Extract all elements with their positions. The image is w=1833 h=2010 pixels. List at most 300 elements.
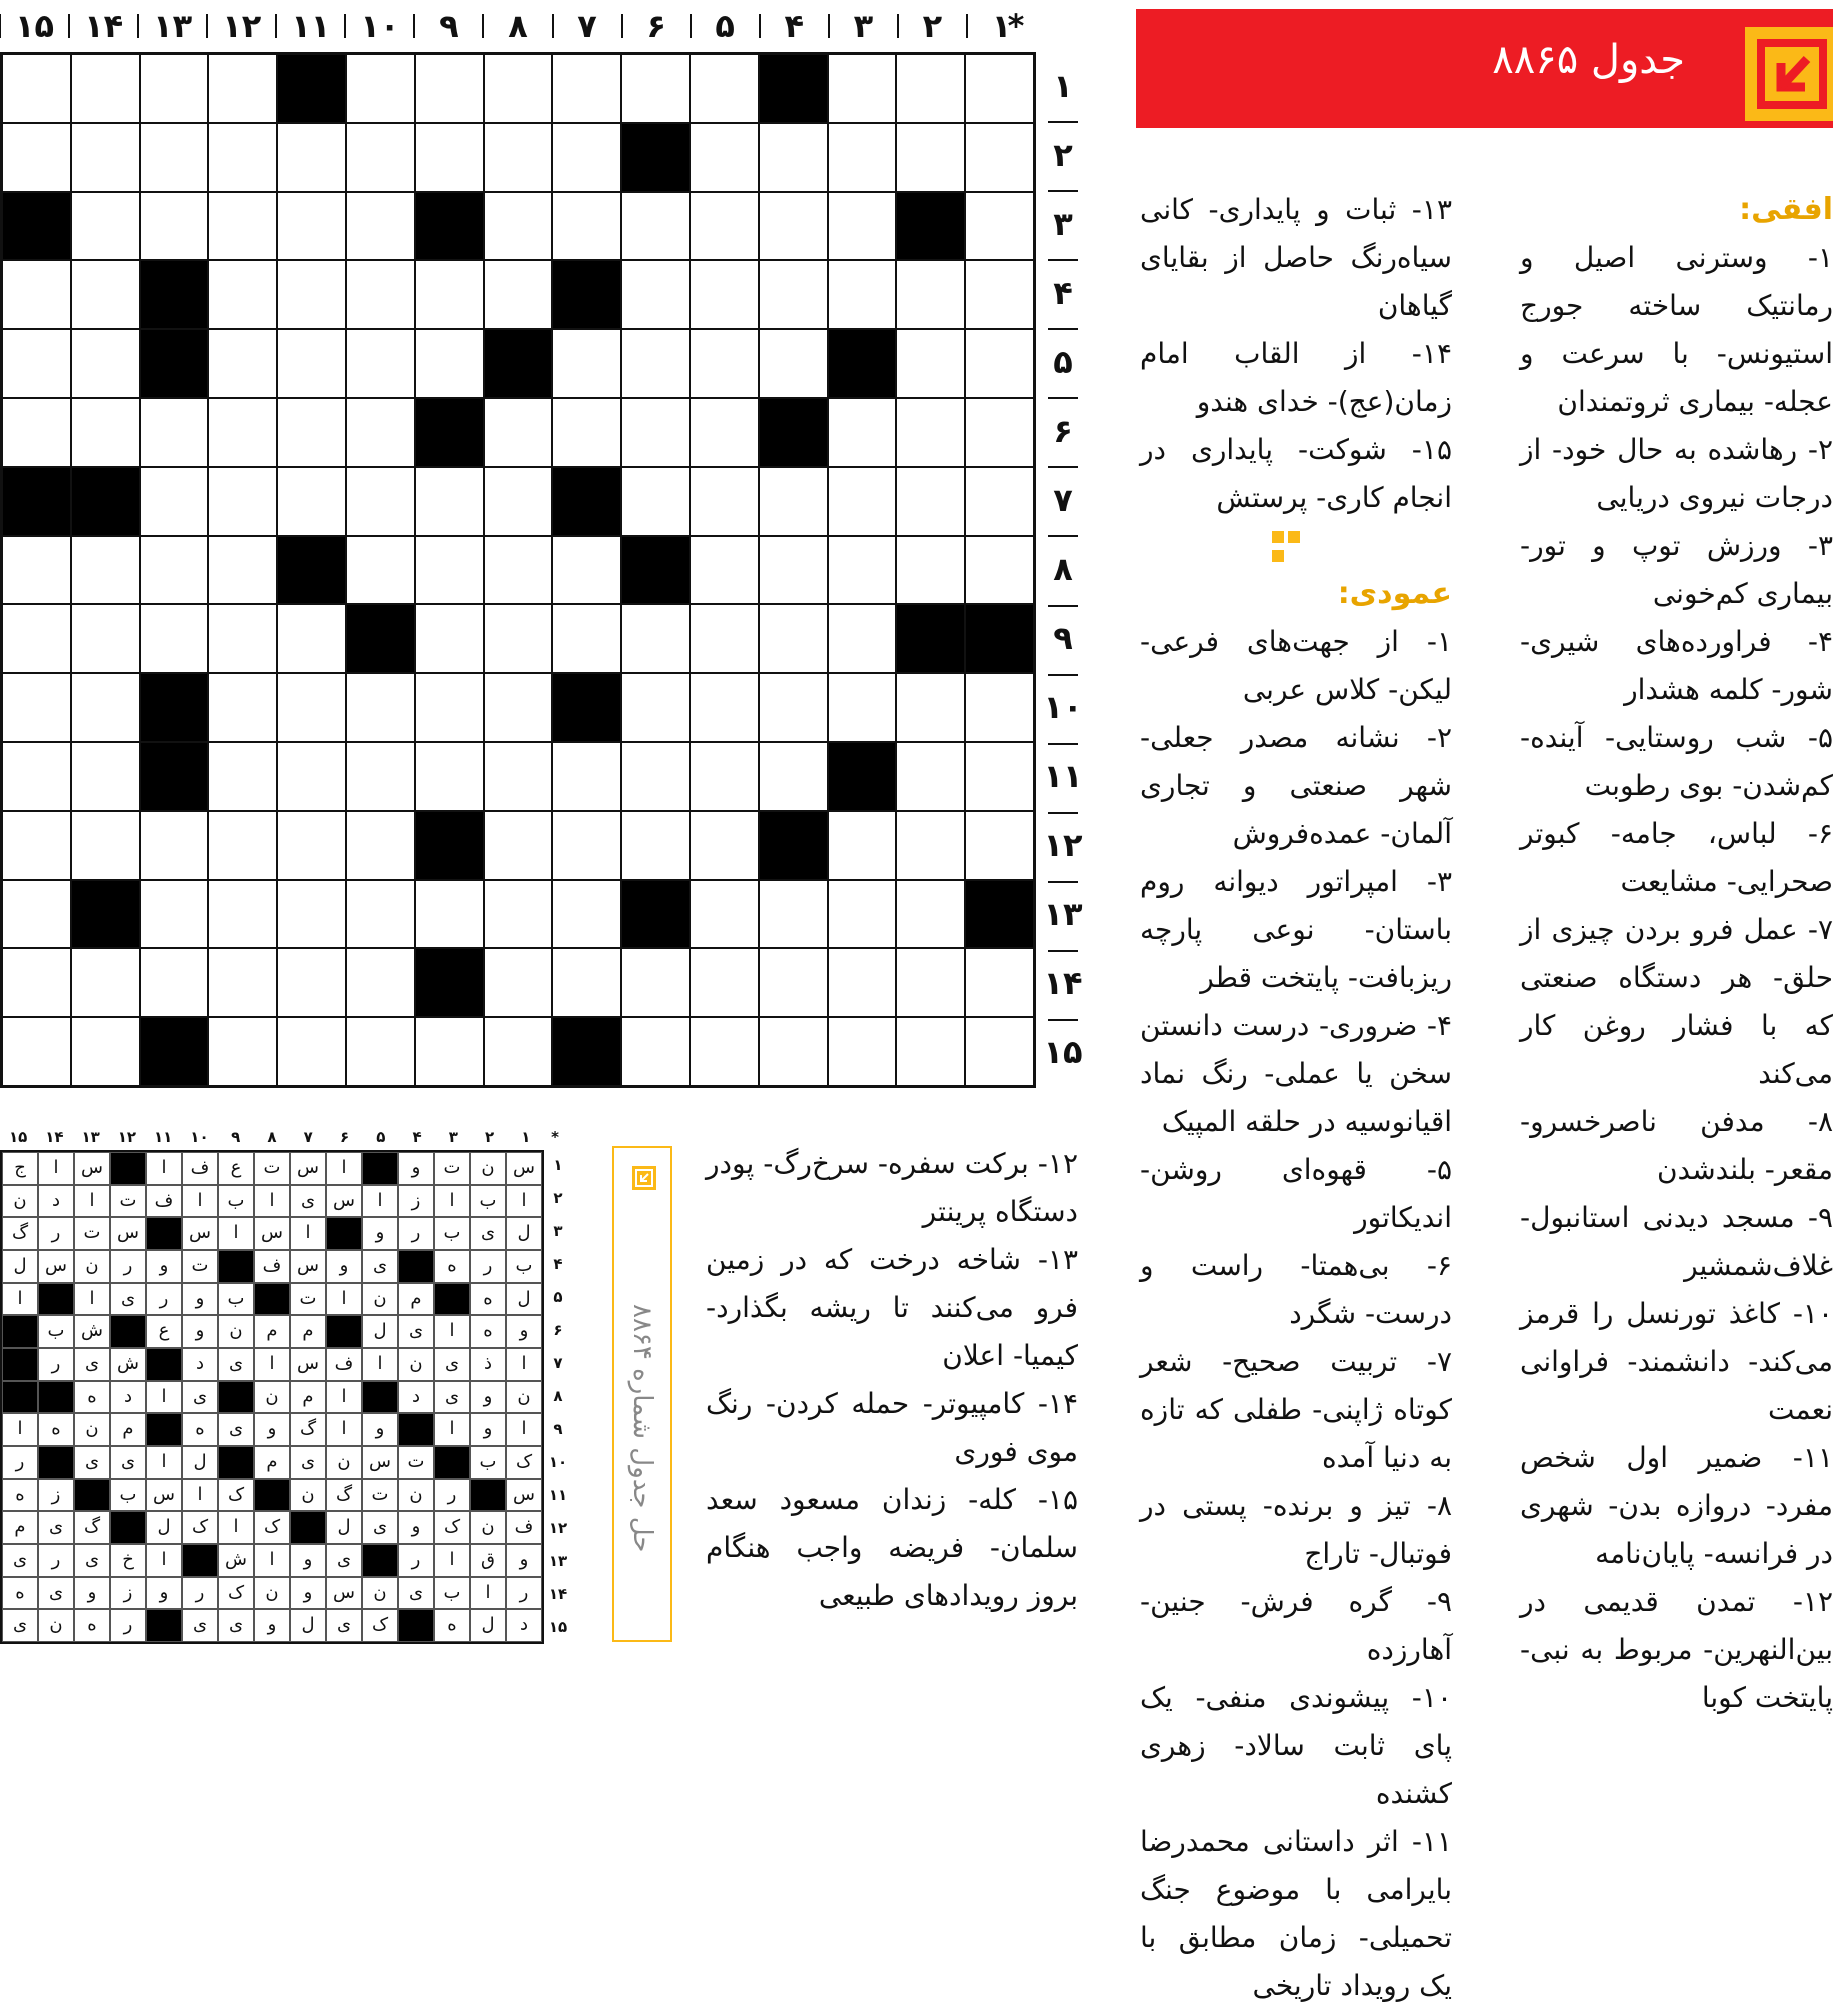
solution-black-cell [2,1315,38,1348]
solution-cell: ت [290,1283,326,1316]
solution-cell: ت [110,1185,146,1218]
column-number: ۸ [508,7,528,45]
solution-cell: ن [398,1479,434,1512]
grid-cell [552,54,621,123]
solution-row-number: ۱۵ [548,1617,568,1636]
row-separator [1048,1019,1078,1021]
solution-cell: ک [218,1577,254,1610]
grid-cell [208,54,277,123]
grid-cell [828,673,897,742]
grid-cell [71,54,140,123]
solution-cell: و [362,1413,398,1446]
grid-cell [415,673,484,742]
grid-cell [759,536,828,605]
grid-cell [484,536,553,605]
solution-cell: ی [398,1315,434,1348]
solution-cell: م [110,1413,146,1446]
grid-cell [828,1017,897,1086]
black-cell [621,123,690,192]
solution-cell: س [110,1217,146,1250]
solution-black-cell [362,1152,398,1185]
solution-label: حل جدول شماره ۸۸۶۴ [627,1303,657,1553]
solution-cell: ف [182,1152,218,1185]
solution-cell: س [290,1250,326,1283]
horizontal-heading: افقی: [1739,192,1833,227]
row-separator [1048,950,1078,952]
grid-cell [2,329,71,398]
solution-cell: ی [434,1381,470,1414]
column-number: ۷ [577,7,597,45]
grid-cell [759,329,828,398]
grid-cell [828,536,897,605]
row-number: ۵ [1053,342,1073,381]
solution-black-cell [38,1446,74,1479]
solution-cell: و [398,1511,434,1544]
solution-cell: م [2,1511,38,1544]
solution-cell: ل [2,1250,38,1283]
solution-cell: ر [470,1250,506,1283]
grid-cell [484,260,553,329]
solution-cell: ی [398,1577,434,1610]
grid-cell [208,398,277,467]
grid-cell [346,123,415,192]
grid-cell [2,948,71,1017]
solution-row-numbers [548,1150,568,1644]
grid-cell [828,880,897,949]
solution-cell: ر [506,1577,542,1610]
solution-row-number: ۱۲ [548,1518,568,1537]
clues-column-3 [706,1140,1078,1620]
solution-cell: ک [506,1446,542,1479]
column-number: ۱۲ [222,7,262,45]
clue: ۳- امپراتور دیوانه روم باستان- نوعی پارچه ریزبافت- پایتخت قطر [1140,865,1452,994]
grid-cell [208,880,277,949]
solution-black-cell [434,1446,470,1479]
row-separator [1048,535,1078,537]
solution-cell: س [38,1250,74,1283]
grid-cell [208,948,277,1017]
grid-cell [552,604,621,673]
grid-cell [965,398,1034,467]
grid-cell [965,1017,1034,1086]
solution-cell: ا [326,1381,362,1414]
solution-cell: ز [110,1577,146,1610]
grid-cell [208,536,277,605]
solution-cell: ل [506,1283,542,1316]
clue: ۶- لباس، جامه- کبوتر صحرایی- مشایعت [1520,817,1833,898]
solution-column-number: ۱ [521,1128,531,1146]
solution-cell: ن [74,1413,110,1446]
grid-cell [346,948,415,1017]
grid-cell [690,467,759,536]
grid-cell [346,398,415,467]
solution-column-number: ۸ [267,1128,277,1146]
grid-cell [621,398,690,467]
grid-cell [621,54,690,123]
grid-cell [690,192,759,261]
solution-cell: ا [218,1217,254,1250]
grid-cell [828,260,897,329]
solution-cell: ن [398,1348,434,1381]
grid-cell [896,536,965,605]
solution-cell: ک [362,1609,398,1642]
solution-cell: س [326,1185,362,1218]
solution-cell: ا [470,1577,506,1610]
grid-cell [965,536,1034,605]
solution-cell: ر [398,1544,434,1577]
solution-column-number: ۶ [339,1128,350,1146]
grid-cell [552,880,621,949]
solution-cell: ب [38,1315,74,1348]
solution-cell: س [74,1152,110,1185]
black-cell [484,329,553,398]
grid-cell [2,811,71,880]
solution-cell: ا [362,1348,398,1381]
grid-cell [484,880,553,949]
solution-cell: ب [470,1446,506,1479]
solution-cell: و [254,1413,290,1446]
solution-cell: ف [506,1511,542,1544]
grid-cell [208,1017,277,1086]
grid-cell [2,673,71,742]
clue: ۱۱- اثر داستانی محمدرضا بایرامی با موضوع جنگ تحمیلی- زمان مطابق با یک رویداد تاریخی [1140,1825,1452,2002]
clue: ۱۴- کامپیوتر- حمله کردن- رنگ موی فوری [706,1387,1078,1468]
solution-cell: ب [110,1479,146,1512]
grid-cell [208,811,277,880]
solution-cell: و [470,1381,506,1414]
solution-cell: س [506,1479,542,1512]
column-number: ۲ [922,7,943,45]
solution-cell: ع [146,1315,182,1348]
clue: ۹- مسجد دیدنی استانبول- غلاف‌شمشیر [1520,1201,1833,1282]
black-cell [140,1017,209,1086]
black-cell [759,54,828,123]
solution-black-cell [74,1479,110,1512]
grid-cell [346,811,415,880]
grid-cell [277,948,346,1017]
grid-cell [690,604,759,673]
solution-cell: ی [2,1609,38,1642]
solution-cell: ت [74,1217,110,1250]
clue: ۱۳- ثبات و پایداری- کانی سیاه‌رنگ حاصل از بقایای گیاهان [1140,193,1452,322]
clues-column-2 [1140,186,1452,2010]
solution-cell: ه [2,1479,38,1512]
grid-cell [140,880,209,949]
grid-cell [71,811,140,880]
grid-cell [2,398,71,467]
clue: ۳- ورزش توپ و تور- بیماری کم‌خونی [1520,529,1833,610]
solution-cell: م [398,1283,434,1316]
solution-cell: ی [218,1348,254,1381]
black-cell [140,673,209,742]
solution-cell: ا [182,1185,218,1218]
solution-cell: ا [434,1315,470,1348]
solution-column-number: ۹ [231,1128,241,1146]
solution-black-cell [362,1544,398,1577]
solution-column-number: ۷ [303,1128,313,1146]
solution-column-number: ۱۳ [81,1128,100,1146]
solution-cell: ن [506,1381,542,1414]
solution-cell: ا [434,1544,470,1577]
column-separator [0,14,1,38]
grid-cell [277,260,346,329]
solution-cell: ا [506,1413,542,1446]
black-cell [140,742,209,811]
black-cell [621,536,690,605]
solution-black-cell [326,1315,362,1348]
solution-cell: ی [434,1348,470,1381]
black-cell [759,398,828,467]
solution-column-number: ۱۲ [117,1128,137,1146]
solution-cell: ا [326,1283,362,1316]
solution-row-number: ۹ [553,1419,563,1438]
arrow-down-left-icon [632,1166,656,1190]
grid-cell [208,260,277,329]
solution-row-number: ۸ [553,1387,563,1405]
black-cell [415,192,484,261]
solution-cell: ق [470,1544,506,1577]
solution-column-numbers [0,1126,566,1148]
row-separator [1048,812,1078,814]
solution-cell: ر [146,1283,182,1316]
solution-cell: ز [38,1479,74,1512]
solution-cell: ر [2,1446,38,1479]
grid-cell [965,948,1034,1017]
grid-cell [690,260,759,329]
solution-cell: ی [182,1609,218,1642]
row-number: ۱۱ [1043,757,1083,796]
grid-cell [484,742,553,811]
grid-cell [965,467,1034,536]
solution-black-cell [218,1381,254,1414]
column-number: ۴ [784,7,805,45]
solution-cell: د [38,1185,74,1218]
grid-cell [690,398,759,467]
row-separator [1048,881,1078,883]
grid-cell [965,192,1034,261]
solution-cell: ب [218,1185,254,1218]
grid-cell [140,192,209,261]
solution-cell: ی [218,1413,254,1446]
grid-cell [896,54,965,123]
solution-cell: ل [182,1446,218,1479]
solution-cell: ل [146,1511,182,1544]
grid-cell [759,260,828,329]
grid-cell [71,948,140,1017]
grid-cell [208,329,277,398]
black-cell [415,811,484,880]
solution-cell: ب [434,1577,470,1610]
black-cell [140,260,209,329]
solution-cell: د [110,1381,146,1414]
row-number: ۱۵ [1043,1033,1083,1072]
column-number: ۶ [646,7,666,45]
clue: ۸- مدفن ناصرخسرو- مقعر- بلندشدن [1520,1105,1833,1186]
solution-black-cell [218,1250,254,1283]
solution-cell: ر [182,1577,218,1610]
grid-cell [896,123,965,192]
solution-cell: د [398,1381,434,1414]
grid-cell [759,123,828,192]
grid-cell [759,1017,828,1086]
solution-cell: ا [254,1185,290,1218]
solution-black-cell [2,1381,38,1414]
solution-cell: و [182,1283,218,1316]
puzzle-title: جدول ۸۸۶۵ [1492,37,1685,83]
solution-cell: ر [398,1217,434,1250]
solution-row-number: ۱۴ [548,1584,568,1603]
grid-cell [621,329,690,398]
solution-cell: ن [254,1381,290,1414]
grid-cell [552,948,621,1017]
grid-cell [346,536,415,605]
row-separator [1048,121,1078,123]
grid-cell [484,467,553,536]
column-number-strip [0,0,1055,50]
grid-cell [140,948,209,1017]
grid-cell [965,123,1034,192]
grid-cell [2,260,71,329]
solution-cell: و [506,1315,542,1348]
solution-cell: ا [146,1152,182,1185]
solution-cell: ش [110,1348,146,1381]
solution-cell: ر [110,1609,146,1642]
solution-cell: ل [290,1609,326,1642]
grid-cell [2,123,71,192]
row-number: ۸ [1053,550,1073,588]
grid-cell [828,604,897,673]
solution-cell: ا [254,1348,290,1381]
clue: ۷- عمل فرو بردن چیزی از حلق- هر دستگاه صنعتی که با فشار روغن کار می‌کند [1520,913,1833,1090]
black-cell [896,604,965,673]
solution-cell: ر [434,1479,470,1512]
grid-cell [346,673,415,742]
solution-row-number: ۱۱ [548,1485,568,1504]
grid-cell [621,948,690,1017]
grid-cell [277,811,346,880]
solution-cell: س [254,1217,290,1250]
black-cell [759,811,828,880]
solution-cell: و [254,1609,290,1642]
arrow-down-left-icon [1745,27,1833,121]
grid-cell [828,811,897,880]
grid-cell [208,673,277,742]
grid-cell [277,192,346,261]
solution-row-number: ۲ [553,1189,563,1208]
solution-column-number: ۳ [448,1128,458,1146]
black-cell [621,880,690,949]
clue: ۱۲- تمدن قدیمی در بین‌النهرین- مربوط به نبی- پایتخت کوبا [1520,1585,1833,1714]
solution-cell: ن [362,1283,398,1316]
solution-black-cell [38,1283,74,1316]
solution-column-number: ۱۵ [8,1128,28,1146]
solution-cell: ا [38,1152,74,1185]
solution-cell: ن [362,1577,398,1610]
solution-cell: ا [290,1217,326,1250]
grid-cell [277,604,346,673]
column-number: ۱۴ [84,7,124,45]
row-separator [1048,466,1078,468]
solution-cell: ن [470,1511,506,1544]
clues-column-1 [1520,186,1833,1722]
solution-cell: ع [218,1152,254,1185]
solution-black-cell [146,1609,182,1642]
solution-cell: ب [506,1250,542,1283]
row-number: ۱۴ [1043,964,1083,1003]
grid-cell [759,467,828,536]
solution-row-number: ۱ [553,1156,563,1175]
solution-cell: ت [254,1152,290,1185]
grid-cell [277,398,346,467]
black-cell [828,329,897,398]
solution-grid [0,1150,544,1644]
grid-cell [690,811,759,880]
column-number: ۱ [991,7,1012,45]
solution-cell: ی [182,1381,218,1414]
solution-cell: ا [326,1152,362,1185]
grid-cell [277,673,346,742]
solution-cell: و [182,1315,218,1348]
solution-cell: ف [254,1250,290,1283]
clue: ۱- وسترنی اصیل و رمانتیک ساخته جورج استیونس- با سرعت و عجله- بیماری ثروتمندان [1520,241,1833,418]
grid-cell [965,54,1034,123]
grid-cell [759,604,828,673]
solution-cell: ی [74,1348,110,1381]
solution-cell: س [290,1348,326,1381]
solution-cell: م [290,1381,326,1414]
solution-column-number: ۴ [412,1128,422,1146]
black-cell [552,467,621,536]
row-number: ۳ [1053,204,1073,243]
solution-cell: ل [506,1217,542,1250]
solution-cell: ا [326,1413,362,1446]
solution-cell: ن [74,1250,110,1283]
solution-cell: س [326,1577,362,1610]
solution-column-number: ۵ [376,1128,386,1146]
solution-cell: ی [74,1544,110,1577]
solution-cell: ل [470,1609,506,1642]
solution-row-number: ۶ [553,1321,563,1340]
solution-black-cell [146,1217,182,1250]
grid-cell [208,467,277,536]
solution-black-cell [254,1283,290,1316]
solution-cell: ی [362,1511,398,1544]
black-cell [2,467,71,536]
row-number: ۹ [1053,619,1073,658]
solution-cell: ه [38,1413,74,1446]
grid-cell [140,123,209,192]
clue: ۵- شب روستایی- آینده- کم‌شدن- بوی رطوبت [1520,721,1833,802]
solution-cell: ر [38,1348,74,1381]
row-number: ۱۲ [1043,826,1083,865]
solution-cell: ل [326,1511,362,1544]
solution-cell: و [470,1413,506,1446]
solution-cell: ی [110,1283,146,1316]
grid-cell [346,742,415,811]
solution-cell: و [398,1152,434,1185]
grid-cell [415,123,484,192]
solution-cell: ب [470,1185,506,1218]
grid-cell [621,673,690,742]
black-cell [828,742,897,811]
grid-cell [71,398,140,467]
grid-cell [621,1017,690,1086]
solution-cell: خ [110,1544,146,1577]
vertical-heading: عمودی: [1337,576,1452,611]
grid-cell [484,192,553,261]
grid-cell [71,123,140,192]
grid-cell [484,123,553,192]
